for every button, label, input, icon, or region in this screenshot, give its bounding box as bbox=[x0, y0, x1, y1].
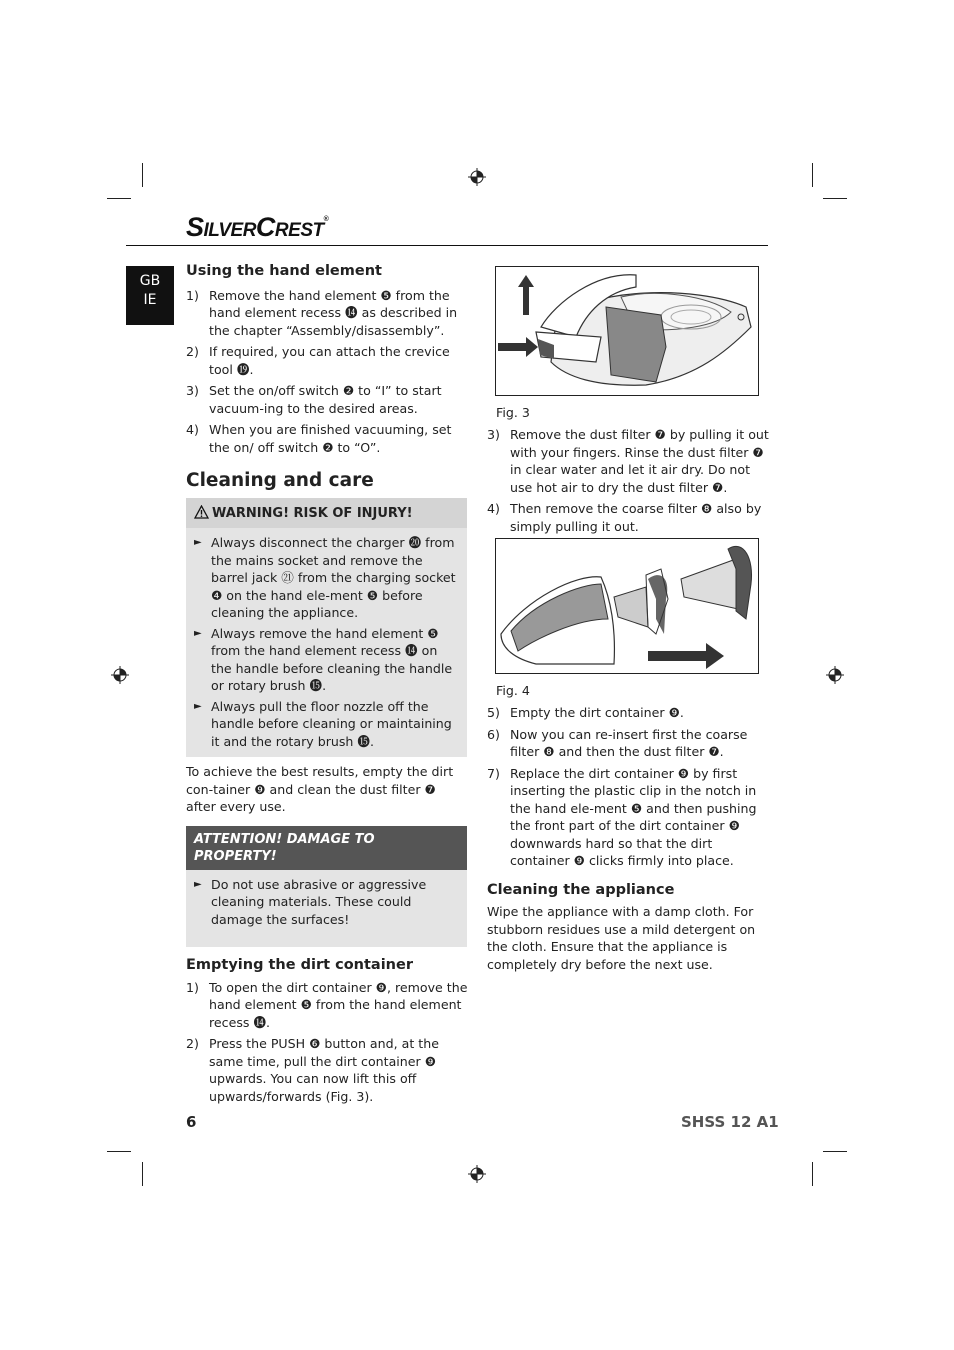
page-title: Cleaning and care bbox=[186, 470, 374, 491]
figure-caption: Fig. 4 bbox=[496, 683, 530, 698]
list-item: ► Do not use abrasive or aggressive cleaning materials. These could damage the surfaces! bbox=[194, 876, 427, 927]
brand-logo: SILVERCREST® bbox=[186, 212, 329, 242]
right-column-steps-b bbox=[487, 704, 769, 973]
crop-mark bbox=[812, 163, 813, 187]
body-paragraph: To achieve the best results, empty the dirt con-tainer ❾ and clean the dust filter ❼ after every use. bbox=[186, 764, 454, 814]
list-item: 6) Now you can re-insert first the coarse filter ❽ and then the dust filter ❼. bbox=[487, 726, 748, 759]
figure-4 bbox=[495, 538, 759, 674]
list-item: 3) Remove the dust filter ❼ by pulling it out with your fingers. Rinse the dust filter ❼ in clear water and let it air dry. Do not use hot air to dry the dust filter ❼. bbox=[487, 427, 769, 495]
list-item: 1) Remove the hand element ❺ from the hand element recess ⓮ as described in the chapter “Assembly/disassembly”. bbox=[186, 287, 458, 338]
reassembly-steps bbox=[487, 704, 769, 870]
vacuum-hand-illustration bbox=[496, 267, 758, 395]
warning-box bbox=[186, 498, 467, 758]
crop-mark bbox=[142, 163, 143, 187]
list-item: 4) Then remove the coarse filter ❽ also by simply pulling it out. bbox=[487, 501, 762, 534]
crop-mark bbox=[107, 198, 131, 199]
crop-mark bbox=[812, 1162, 813, 1186]
registration-mark-icon bbox=[826, 666, 844, 684]
crop-mark bbox=[823, 1151, 847, 1152]
list-item: 5) Empty the dirt container ❾. bbox=[487, 705, 684, 720]
crop-mark bbox=[823, 198, 847, 199]
registration-mark-icon bbox=[468, 168, 486, 186]
list-item: ► Always remove the hand element ❺ from the hand element recess ⓮ on the handle before cleaning the handle or rotary brush ⓯. bbox=[194, 625, 453, 693]
arrow-bullet-icon: ► bbox=[194, 537, 202, 548]
model-number: SHSS 12 A1 bbox=[681, 1113, 779, 1131]
section-title: Cleaning the appliance bbox=[487, 881, 675, 898]
arrow-bullet-icon: ► bbox=[194, 627, 202, 639]
right-column-steps-a bbox=[487, 426, 769, 539]
section-title: Using the hand element bbox=[186, 263, 382, 279]
crop-mark bbox=[107, 1151, 131, 1152]
list-item: 2) Press the PUSH ❻ button and, at the same time, pull the dirt container ❾ upwards. You can now lift this off upwards/forwards (Fig. 3). bbox=[186, 1036, 439, 1104]
list-item: ► Always pull the floor nozzle off the handle before cleaning or maintaining it and the rotary brush ⓯. bbox=[194, 698, 452, 749]
attention-header: ATTENTION! DAMAGE TO PROPERTY! bbox=[186, 826, 467, 870]
attention-box bbox=[186, 826, 467, 948]
registration-mark-icon bbox=[111, 666, 129, 684]
left-column bbox=[186, 263, 468, 1109]
arrow-bullet-icon: ► bbox=[194, 878, 202, 890]
arrow-bullet-icon: ► bbox=[194, 700, 202, 712]
language-tab: GB IE bbox=[126, 266, 174, 325]
figure-caption: Fig. 3 bbox=[496, 405, 530, 420]
warning-list bbox=[186, 528, 467, 757]
attention-list bbox=[186, 870, 467, 936]
header-rule bbox=[126, 245, 768, 246]
warning-header: WARNING! RISK OF INJURY! bbox=[186, 498, 467, 529]
list-item: 7) Replace the dirt container ❾ by first inserting the plastic clip in the notch in the hand ele-ment ❺ and then pushing the front part of the dirt container ❾ downwards hard so that the dirt container ❾ clicks firmly into place. bbox=[487, 765, 757, 868]
page-number: 6 bbox=[186, 1113, 197, 1131]
hand-element-steps bbox=[186, 287, 468, 457]
emptying-steps bbox=[186, 979, 468, 1106]
figure-3 bbox=[495, 266, 759, 396]
registration-mark-icon bbox=[468, 1165, 486, 1183]
list-item: 1) To open the dirt container ❾, remove the hand element ❺ from the hand element recess ⓮. bbox=[186, 979, 468, 1030]
filters-illustration bbox=[496, 539, 758, 673]
section-title: Emptying the dirt container bbox=[186, 957, 413, 973]
list-item: 3) Set the on/off switch ❷ to “I” to start vacuum-ing to the desired areas. bbox=[186, 383, 442, 416]
list-item: 4) When you are finished vacuuming, set the on/ off switch ❷ to “O”. bbox=[186, 422, 452, 455]
warning-triangle-icon bbox=[194, 505, 209, 519]
body-paragraph: Wipe the appliance with a damp cloth. For stubborn residues use a mild detergent on the cloth. Ensure that the appliance is completely dry before the next use. bbox=[487, 904, 756, 972]
list-item: ► Always disconnect the charger ⓴ from the mains socket and remove the barrel jack ㉑ from the charging socket ❹ on the hand ele-ment ❺ before cleaning the appliance. bbox=[194, 535, 456, 620]
crop-mark bbox=[142, 1162, 143, 1186]
filter-steps bbox=[487, 426, 769, 535]
list-item: 2) If required, you can attach the crevice tool ⓳. bbox=[186, 344, 450, 377]
